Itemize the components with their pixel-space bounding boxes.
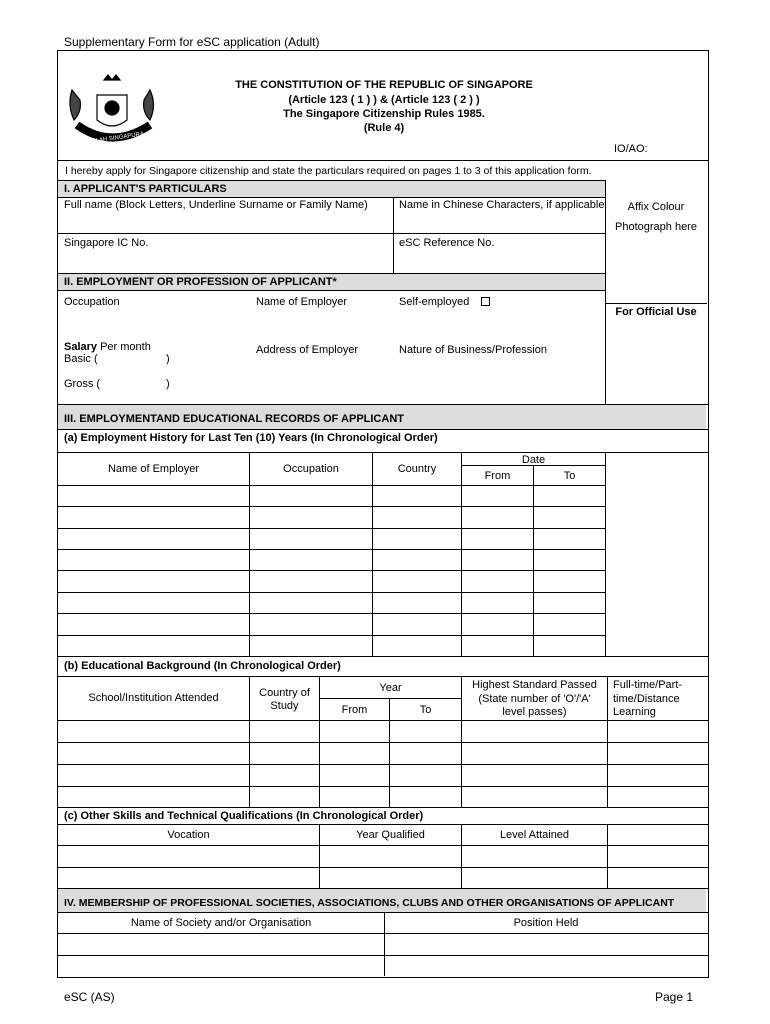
col-country-study-1: Country of xyxy=(259,687,310,699)
col-year-to: To xyxy=(419,704,432,716)
nature-business-field[interactable]: Nature of Business/Profession xyxy=(399,344,547,356)
section3a-title: (a) Employment History for Last Ten (10) Years (In Chronological Order) xyxy=(64,432,438,444)
io-ao-label: IO/AO: xyxy=(614,143,648,155)
section3c-title: (c) Other Skills and Technical Qualifications (In Chronological Order) xyxy=(64,810,424,822)
employer-address-field[interactable]: Address of Employer xyxy=(256,344,359,356)
col-year: Year xyxy=(379,682,402,694)
col-mode-2: time/Distance xyxy=(613,693,680,705)
col-date-from: From xyxy=(484,470,511,482)
col-year-qualified: Year Qualified xyxy=(356,829,425,841)
section2-title: II. EMPLOYMENT OR PROFESSION OF APPLICANT* xyxy=(64,276,337,288)
col-highest-1: Highest Standard Passed xyxy=(472,679,597,691)
col-date: Date xyxy=(521,454,546,466)
col-year-from: From xyxy=(341,704,368,716)
heading-line1: THE CONSTITUTION OF THE REPUBLIC OF SINGAPORE xyxy=(235,79,533,91)
singapore-crest xyxy=(62,70,162,150)
col-society: Name of Society and/or Organisation xyxy=(130,917,312,929)
official-use-label: For Official Use xyxy=(615,306,697,318)
col-school: School/Institution Attended xyxy=(88,692,219,704)
section3b-title: (b) Educational Background (In Chronological Order) xyxy=(64,660,341,672)
svg-text:MAJULAH SINGAPURA: MAJULAH SINGAPURA xyxy=(79,131,145,147)
photo-label-1: Affix Colour xyxy=(627,201,685,213)
gross-salary-field[interactable]: Gross ( ) xyxy=(64,378,170,390)
col-country-study-2: Study xyxy=(270,700,299,712)
col-country: Country xyxy=(397,463,437,475)
col-position: Position Held xyxy=(513,917,579,929)
salary-label: Salary Per month xyxy=(64,341,151,353)
chinese-name-field[interactable]: Name in Chinese Characters, if applicable xyxy=(399,199,605,211)
occupation-field[interactable]: Occupation xyxy=(64,296,120,308)
section4-title: IV. MEMBERSHIP OF PROFESSIONAL SOCIETIES, ASSOCIATIONS, CLUBS AND OTHER ORGANISATIONS OF APPLICANT xyxy=(64,897,675,909)
esc-reference-field[interactable]: eSC Reference No. xyxy=(399,237,495,249)
col-mode-3: Learning xyxy=(613,706,656,718)
basic-salary-field[interactable]: Basic ( ) xyxy=(64,353,170,365)
self-employed-label: Self-employed xyxy=(399,296,470,308)
col-date-to: To xyxy=(563,470,576,482)
col-highest-2: (State number of 'O'/'A' xyxy=(478,693,591,705)
employer-name-field[interactable]: Name of Employer xyxy=(256,296,348,308)
heading-line2: (Article 123 ( 1 ) ) & (Article 123 ( 2 ) ) xyxy=(288,94,480,106)
col-level-attained: Level Attained xyxy=(499,829,570,841)
heading-line4: (Rule 4) xyxy=(363,122,405,134)
form-title: Supplementary Form for eSC application (Adult) xyxy=(64,35,320,49)
declaration-text: I hereby apply for Singapore citizenship and state the particulars required on pages 1 to 3 of this application form. xyxy=(65,165,592,177)
photo-label-2: Photograph here xyxy=(615,221,697,233)
section1-title: I. APPLICANT'S PARTICULARS xyxy=(64,183,227,195)
col-highest-3: level passes) xyxy=(502,706,567,718)
col-employer-name: Name of Employer xyxy=(107,463,200,475)
self-employed-checkbox[interactable] xyxy=(481,297,490,306)
heading-line3: The Singapore Citizenship Rules 1985. xyxy=(283,108,485,120)
col-mode-1: Full-time/Part- xyxy=(613,679,683,691)
footer-form-code: eSC (AS) xyxy=(64,990,115,1004)
ic-number-field[interactable]: Singapore IC No. xyxy=(64,237,149,249)
full-name-field[interactable]: Full name (Block Letters, Underline Surname or Family Name) xyxy=(64,199,368,211)
col-occupation: Occupation xyxy=(283,463,339,475)
footer-page-number: Page 1 xyxy=(655,990,694,1004)
col-vocation: Vocation xyxy=(167,829,210,841)
section3-title: III. EMPLOYMENTAND EDUCATIONAL RECORDS OF APPLICANT xyxy=(64,413,404,425)
